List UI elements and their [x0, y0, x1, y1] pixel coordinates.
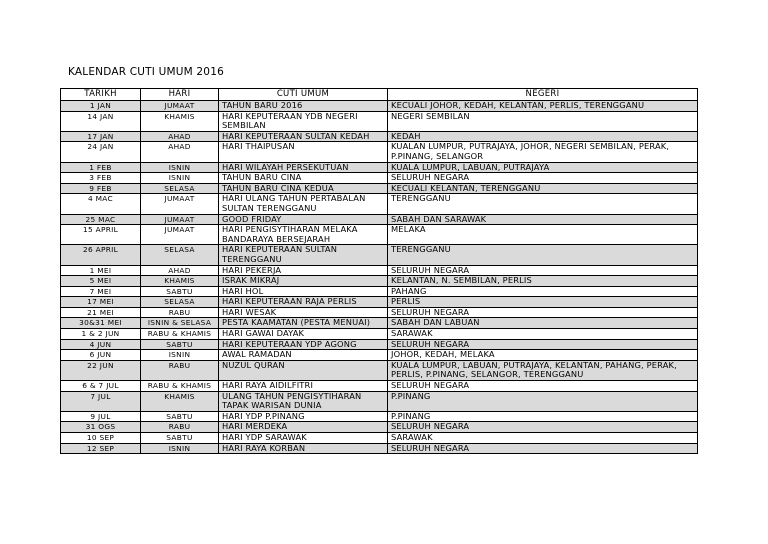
cell-negeri: KECUALI JOHOR, KEDAH, KELANTAN, PERLIS, TERENGGANU: [388, 101, 698, 112]
cell-tarikh: 31 OGS: [61, 422, 141, 433]
cell-cuti-umum: GOOD FRIDAY: [219, 214, 388, 225]
cell-negeri: NEGERI SEMBILAN: [388, 111, 698, 131]
cell-cuti-umum: HARI KEPUTERAAN SULTAN KEDAH: [219, 131, 388, 142]
cell-hari: SABTU: [141, 411, 219, 422]
table-row: [61, 131, 698, 142]
cell-hari: AHAD: [141, 265, 219, 276]
cell-tarikh: 4 JUN: [61, 339, 141, 350]
cell-hari: SABTU: [141, 433, 219, 444]
table-row: [61, 297, 698, 308]
cell-cuti-umum: HARI KEPUTERAAN RAJA PERLIS: [219, 297, 388, 308]
cell-tarikh: 22 JUN: [61, 360, 141, 380]
cell-hari: RABU: [141, 307, 219, 318]
table-row: [61, 101, 698, 112]
cell-cuti-umum: HARI MERDEKA: [219, 422, 388, 433]
column-header-hari: HARI: [141, 89, 219, 101]
cell-negeri: KUALAN LUMPUR, PUTRAJAYA, JOHOR, NEGERI SEMBILAN, PERAK, P.PINANG, SELANGOR: [388, 142, 698, 162]
cell-negeri: SARAWAK: [388, 433, 698, 444]
table-header-row: [61, 89, 698, 101]
table-row: [61, 329, 698, 340]
cell-hari: SELASA: [141, 297, 219, 308]
cell-negeri: PERLIS: [388, 297, 698, 308]
cell-tarikh: 17 MEI: [61, 297, 141, 308]
cell-tarikh: 3 FEB: [61, 173, 141, 184]
cell-cuti-umum: ISRAK MIKRAJ: [219, 276, 388, 287]
table-row: [61, 173, 698, 184]
cell-negeri: KELANTAN, N. SEMBILAN, PERLIS: [388, 276, 698, 287]
page-title: KALENDAR CUTI UMUM 2016: [68, 66, 224, 78]
cell-cuti-umum: HARI GAWAI DAYAK: [219, 329, 388, 340]
cell-tarikh: 26 APRIL: [61, 245, 141, 265]
cell-tarikh: 9 FEB: [61, 183, 141, 194]
cell-tarikh: 25 MAC: [61, 214, 141, 225]
cell-negeri: P.PINANG: [388, 391, 698, 411]
cell-tarikh: 21 MEI: [61, 307, 141, 318]
cell-cuti-umum: HARI KEPUTERAAN SULTAN TERENGGANU: [219, 245, 388, 265]
cell-negeri: SELURUH NEGARA: [388, 422, 698, 433]
cell-hari: AHAD: [141, 142, 219, 162]
cell-negeri: P.PINANG: [388, 411, 698, 422]
table-row: [61, 142, 698, 162]
table-row: [61, 194, 698, 214]
table-row: [61, 162, 698, 173]
cell-hari: SABTU: [141, 286, 219, 297]
cell-negeri: KEDAH: [388, 131, 698, 142]
cell-cuti-umum: TAHUN BARU CINA KEDUA: [219, 183, 388, 194]
cell-tarikh: 17 JAN: [61, 131, 141, 142]
cell-cuti-umum: HARI ULANG TAHUN PERTABALAN SULTAN TERENGGANU: [219, 194, 388, 214]
cell-hari: JUMAAT: [141, 225, 219, 245]
cell-cuti-umum: HARI KEPUTERAAN YDP AGONG: [219, 339, 388, 350]
cell-negeri: SARAWAK: [388, 329, 698, 340]
cell-tarikh: 9 JUL: [61, 411, 141, 422]
cell-tarikh: 7 MEI: [61, 286, 141, 297]
cell-negeri: MELAKA: [388, 225, 698, 245]
cell-tarikh: 12 SEP: [61, 443, 141, 454]
cell-hari: ISNIN: [141, 162, 219, 173]
cell-negeri: SELURUH NEGARA: [388, 173, 698, 184]
cell-negeri: TERENGGANU: [388, 194, 698, 214]
table-row: [61, 350, 698, 361]
cell-cuti-umum: HARI THAIPUSAN: [219, 142, 388, 162]
cell-hari: KHAMIS: [141, 276, 219, 287]
cell-hari: SELASA: [141, 245, 219, 265]
table-row: [61, 339, 698, 350]
cell-hari: SELASA: [141, 183, 219, 194]
cell-negeri: KECUALI KELANTAN, TERENGGANU: [388, 183, 698, 194]
table-row: [61, 225, 698, 245]
table-row: [61, 360, 698, 380]
cell-negeri: SELURUH NEGARA: [388, 339, 698, 350]
table-row: [61, 411, 698, 422]
table-row: [61, 391, 698, 411]
cell-tarikh: 15 APRIL: [61, 225, 141, 245]
cell-negeri: SELURUH NEGARA: [388, 381, 698, 392]
cell-negeri: SELURUH NEGARA: [388, 265, 698, 276]
cell-cuti-umum: HARI WESAK: [219, 307, 388, 318]
cell-cuti-umum: HARI PEKERJA: [219, 265, 388, 276]
cell-cuti-umum: HARI KEPUTERAAN YDB NEGERI SEMBILAN: [219, 111, 388, 131]
cell-hari: JUMAAT: [141, 214, 219, 225]
cell-tarikh: 6 JUN: [61, 350, 141, 361]
table-row: [61, 214, 698, 225]
cell-cuti-umum: HARI YDP P.PINANG: [219, 411, 388, 422]
table-row: [61, 443, 698, 454]
cell-tarikh: 7 JUL: [61, 391, 141, 411]
table-row: [61, 307, 698, 318]
table-row: [61, 276, 698, 287]
holiday-table: [60, 88, 698, 454]
cell-negeri: SELURUH NEGARA: [388, 443, 698, 454]
cell-cuti-umum: TAHUN BARU 2016: [219, 101, 388, 112]
table-row: [61, 422, 698, 433]
cell-hari: RABU: [141, 360, 219, 380]
table-row: [61, 265, 698, 276]
cell-cuti-umum: HARI RAYA KORBAN: [219, 443, 388, 454]
cell-hari: ISNIN: [141, 443, 219, 454]
cell-tarikh: 6 & 7 JUL: [61, 381, 141, 392]
cell-negeri: PAHANG: [388, 286, 698, 297]
cell-hari: RABU: [141, 422, 219, 433]
cell-hari: RABU & KHAMIS: [141, 329, 219, 340]
table-row: [61, 318, 698, 329]
cell-hari: JUMAAT: [141, 194, 219, 214]
cell-tarikh: 30&31 MEI: [61, 318, 141, 329]
cell-negeri: JOHOR, KEDAH, MELAKA: [388, 350, 698, 361]
cell-hari: ISNIN: [141, 173, 219, 184]
cell-cuti-umum: ULANG TAHUN PENGISYTIHARAN TAPAK WARISAN DUNIA: [219, 391, 388, 411]
cell-hari: AHAD: [141, 131, 219, 142]
cell-hari: ISNIN: [141, 350, 219, 361]
cell-tarikh: 14 JAN: [61, 111, 141, 131]
cell-cuti-umum: TAHUN BARU CINA: [219, 173, 388, 184]
cell-cuti-umum: PESTA KAAMATAN (PESTA MENUAI): [219, 318, 388, 329]
cell-hari: SABTU: [141, 339, 219, 350]
cell-tarikh: 10 SEP: [61, 433, 141, 444]
cell-negeri: TERENGGANU: [388, 245, 698, 265]
cell-negeri: KUALA LUMPUR, LABUAN, PUTRAJAYA: [388, 162, 698, 173]
cell-negeri: SABAH DAN LABUAN: [388, 318, 698, 329]
column-header-negeri: NEGERI: [388, 89, 698, 101]
cell-cuti-umum: NUZUL QURAN: [219, 360, 388, 380]
cell-hari: KHAMIS: [141, 391, 219, 411]
cell-hari: ISNIN & SELASA: [141, 318, 219, 329]
table-row: [61, 111, 698, 131]
cell-negeri: SABAH DAN SARAWAK: [388, 214, 698, 225]
cell-cuti-umum: AWAL RAMADAN: [219, 350, 388, 361]
column-header-cuti-umum: CUTI UMUM: [219, 89, 388, 101]
cell-tarikh: 4 MAC: [61, 194, 141, 214]
cell-tarikh: 1 MEI: [61, 265, 141, 276]
cell-cuti-umum: HARI YDP SARAWAK: [219, 433, 388, 444]
table-row: [61, 381, 698, 392]
cell-tarikh: 1 FEB: [61, 162, 141, 173]
cell-hari: KHAMIS: [141, 111, 219, 131]
cell-hari: RABU & KHAMIS: [141, 381, 219, 392]
table-row: [61, 433, 698, 444]
table-row: [61, 245, 698, 265]
cell-negeri: SELURUH NEGARA: [388, 307, 698, 318]
cell-tarikh: 1 JAN: [61, 101, 141, 112]
cell-tarikh: 24 JAN: [61, 142, 141, 162]
cell-negeri: KUALA LUMPUR, LABUAN, PUTRAJAYA, KELANTAN, PAHANG, PERAK, PERLIS, P.PINANG, SELANGOR, TERENGGANU: [388, 360, 698, 380]
cell-cuti-umum: HARI WILAYAH PERSEKUTUAN: [219, 162, 388, 173]
cell-cuti-umum: HARI RAYA AIDILFITRI: [219, 381, 388, 392]
table-row: [61, 286, 698, 297]
cell-cuti-umum: HARI PENGISYTIHARAN MELAKA BANDARAYA BERSEJARAH: [219, 225, 388, 245]
cell-cuti-umum: HARI HOL: [219, 286, 388, 297]
column-header-tarikh: TARIKH: [61, 89, 141, 101]
cell-hari: JUMAAT: [141, 101, 219, 112]
cell-tarikh: 1 & 2 JUN: [61, 329, 141, 340]
cell-tarikh: 5 MEI: [61, 276, 141, 287]
table-row: [61, 183, 698, 194]
